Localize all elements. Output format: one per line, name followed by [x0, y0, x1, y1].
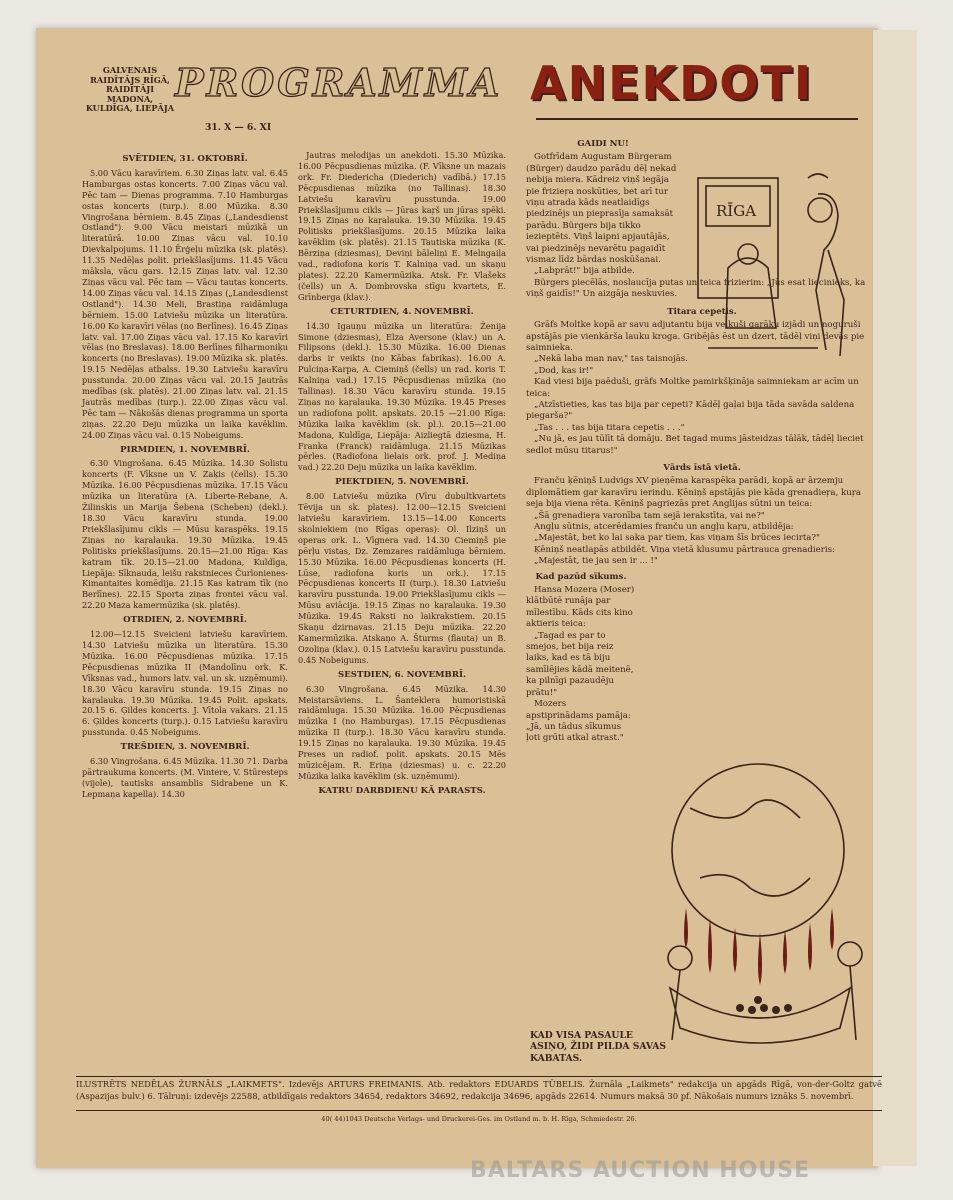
day-heading: SESTDIEN, 6. NOVEMBRĪ.: [338, 669, 466, 680]
auction-watermark: BALTARS AUCTION HOUSE: [470, 1158, 811, 1183]
printer-imprint: 40( 44)1043 Deutsche Verlags- und Druckerei-Ges. im Ostland m. b. H. Rīga, Schmiedestr. 26.: [76, 1110, 882, 1126]
anecdote-text: Gotfrīdam Augustam Bürgeram (Bürger) daudzo parādu dēļ nekad nebija miera. Kādreiz viņš iegāja pie frizieŗa noskūties, bet arī tur viņu atrada kāds neatlaidīgs piedzinējs un pieprasīja samaksāt parādu. Bürgers bija tikko iezieptēts. Viņš laipni apjautājās, vai piedzinējs nevarētu pagaidīt vismaz līdz bārdas noskūšanai.: [526, 152, 677, 266]
anecdote-text: „Tagad es par to smejos, bet bija reiz laiks, kad es tā biju samīlējies kādā meitenē, ka pilnīgi pazaudēju prātu!": [526, 630, 634, 698]
program-column-left: [82, 150, 288, 800]
program-text: 14.30 Igauņu mūzika un literatūra: Ženija Simone (dziesmas), Elza Aversone (klav.) un A. Filipsons (dekl.). 15.30 Mūzika. 16.00 Dienas darbs ir veikts (no Kābas fabrikas). 16.00 A. Pulciņa-Karpa, A. Ciemiņš (čells) un rad. koris T. Kalniņa vad.) 17.15 Pēcpusdienas mūzika (no Tallinas). 18.30 Vācu karavīru stunda. 19.15 Ziņas no kaŗalauka. 19.30 Mūzika. 19.45 Preses un radiofona polit. apskats. 20.15 —21.00 Rīga: Mūzika laika kavēklim (sk. pl.). 20.15—21.00 Madona, Kuldīga, Liepāja: Aizliegtā dziesma, H. Franka (Franck) raidāmluga. 21.15 Mūzikas pērles. (Radiofona lielais ork. prof. J. Mediņa vad.) 22.20 Deju mūzika un laika kavēklim.: [298, 320, 506, 473]
program-column-middle: [298, 150, 506, 800]
program-text: 8.00 Latviešu mūzika (Vīru dubultkvartets Tēvija un sk. plates). 12.00—12.15 Sveicieni latviešu karavīriem. 13.15—14.00 Koncerts skolniekiem (no Rīgas operas): Ol. Ilziņš un operas ork. L. Vīgnera vad. 14.30 Ciemiņš pie pērļu vistas, Dz. Zemzares raidāmluga bērniem. 15.30 Mūzika. 16.00 Pēcpusdienas koncerts (H. Lūse, radiofona koris un ork.). 17.15 Pēcpusdienas koncerts II (turp.). 18.30 Latviešu karavīru pusstunda. 19.00 Priekšlasījumu cikls — Mūsu aviācija. 19.15 Ziņas no kaŗalauka. 19.30 Mūzika. 19.45 Raksti no laikrakstiem. 20.15 Skaņu dzirnavas. 21.15 Deju mūzika. 22.20 Kamermūzika. Atskaņo A. Šturms (flauta) un B. Ozoliņa (klav.). 0.15 Latviešu karavīru pusstunda. 0.45 Nobeigums.: [298, 491, 506, 665]
anecdote-title: GAIDI NU!: [577, 139, 629, 149]
publication-footer: [76, 1076, 882, 1125]
anecdote-title: Kad pazūd sīkums.: [535, 571, 627, 582]
anecdote-text: „Dod, kas ir!": [534, 365, 594, 376]
anecdote-text: Kad viesi bija paēduši, grāfs Moltke pamirkšķināja saimniekam ar acīm un teica:: [526, 377, 859, 399]
program-text: 5.00 Vācu karavīriem. 6.30 Ziņas latv. val. 6.45 Hamburgas ostas koncerts. 7.00 Ziņas vācu val. Pēc tam — Dienas programma. 7.10 Hamburgas ostas koncerts (turp.). 8.00 Mūzika. 8.30 Vingrošana bērniem. 8.45 Ziņas („Landesdienst Ostland"). 9.00 Vācu meistari mūzikā un literatūrā. 10.00 Ziņas vācu val. 10.10 Dievkalpojums. 11.10 Ērģeļu mūzika (sk. platēs). 11.35 Nedēļas polit. priekšlasījums. 11.45 Vācu māksla, vācu gars. 12.15 Ziņas latv. val. 12.30 Ziņas vācu val. Pēc tam — Vācu tautas koncerts. 14.00 Ziņas vācu val. 14.15 Ziņas („Landesdienst Ostland"). 14.30 Meli, Brastiņa raidāmluga bērniem. 15.00 Latviešu mūzika un literatūra. 16.00 Ko karavīri vēlas (no Berlīnes). 16.45 Ziņas latv. val. 17.00 Ziņas vācu val. 17.15 Ko karavīri vēlas (no Breslavas). 18.00 Berlīnes filharmoniķu koncerts (no Breslavas). 19.00 Mūzika sk. platēs. 19.15 Nedēļas atbalss. 19.30 Latviešu karavīru pusstunda. 20.00 Ziņas vācu val. 20.15 Jautrās medības (sk. platēs). 21.00 Ziņas latv. val. 21.15 Jautrās medības (turp.). 22.00 Ziņas vācu val. Pēc tam — Nākošās dienas programma un sporta ziņas. 22.20 Deju mūzika un laika kavēklim. 24.00 Ziņas vācu val. 0.15 Nobeigums.: [82, 167, 288, 440]
program-text: Jautras melodijas un anekdoti. 15.30 Mūzika. 16.00 Pēcpusdienas mūzika. (F. Vīksne un mazais ork. Fr. Diedericha (Diederich) vadībā.) 17.15 Pēcpusdienas mūzika (no Tallinas). 18.30 Latviešu karavīru pusstunda. 19.00 Priekšlasījumu cikls — Jūras kaŗš un jūras spēki. 19.15 Ziņas no kaŗalauka. 19.30 Mūzika. 19.45 Politisks priekšlasījums. 20.15 Mūzika laika kavēklim (sk. platēs). 21.15 Tautiska mūzika (K. Bērziņa (dziesmas), Deviņi bāleliņi E. Melngaiļa vad., radiofona koris T. Kalniņa vad. un skaņu plates). 22.20 Kamermūzika. Atsk. Fr. Vlašeks (čells) un A. Dombrovska stīgu kvartets, E. Grīnberga (klav.).: [298, 150, 506, 302]
station-info: GALVENAIS RAIDĪTĀJS RĪGĀ, RAIDĪTĀJI MADONA, KULDĪGA, LIEPĀJA: [85, 65, 175, 114]
anecdote-text: Ķēniņš neatlapās atbildēt. Viņa vietā klusumu pārtrauca grenadieris:: [534, 544, 835, 555]
anecdote-text: Grāfs Moltke kopā ar savu adjutantu bija veikuši garāku izjādi un noguruši apstājās pie vienkārša lauku kroga. Gribējās ēst un dzert, tādēļ viņi devās pie saimnieka.: [526, 320, 865, 353]
anecdote-text: Hansa Mozera (Moser) klātbūtē runāja par mīlestību. Kāds cits kino aktieris teica:: [526, 585, 635, 630]
anecdote-text: „Tas . . . tas bija titara cepetis . . .": [534, 422, 685, 433]
day-heading: PIEKTDIEN, 5. NOVEMBRĪ.: [335, 477, 469, 488]
anecdote-text: „Šā grenadieŗa varonība tam sejā ierakstīta, vai ne?": [534, 510, 765, 521]
anecdote-title: Vārds īstā vietā.: [663, 462, 741, 473]
day-heading: TREŠDIEN, 3. NOVEMBRĪ.: [120, 742, 250, 753]
day-heading: KATRU DARBDIENU KĀ PARASTS.: [318, 785, 486, 796]
day-heading: PIRMDIEN, 1. NOVEMBRĪ.: [120, 444, 250, 455]
program-dates: 31. X — 6. XI: [205, 122, 272, 133]
anecdote-text: „Majestāt, bet ko lai saka par tiem, kas viņam šīs brūces iecirta?": [534, 533, 820, 544]
programma-title: PROGRAMMA: [175, 60, 503, 105]
anecdote-gaidi-nu: [526, 139, 680, 278]
riga-sign-text: RĪGA: [716, 202, 757, 220]
anecdote-text: Bürgers piecēlās, noslaucīja putas un teica frizierim: „Jūs esat liecinieks, ka viņš gaidīs!" Un aizgāja neskuvies.: [526, 277, 866, 300]
anecdote-text: „Nu jā, es jau tūlīt tā domāju. Bet tagad mums jāsteidzas tālāk, tādēļ lieciet sedlot mūsu titarus!": [526, 434, 864, 456]
anecdote-text: Franču ķēniņš Ludvigs XV pieņēma karaspēka parādi, kopā ar ārzemju diplomātiem gar karavīru ierindu. Ķēniņš apstājās pie kāda grenadieŗa, kuŗa seja bija viena rēta. Ķēniņš pagriezās pret Anglijas sūtni un teica:: [526, 476, 861, 510]
anecdote-kad-pazud: [526, 572, 636, 745]
program-text: 6.30 Vingrošana. 6.45 Mūzika. 11.30 71. Darba pārtraukuma koncerts. (M. Vintere, V. Stūresteps (vijole), tautisks ansamblis Sidrabene un K. Lepmaņa kapella). 14.30: [82, 756, 288, 799]
program-text: 6.30 Vingrošana. 6.45 Mūzika. 14.30 Meistarsāviens. L. Šanteklera humoristiskā raidāmluga. 15.30 Mūzika. 16.00 Pēcpusdienas mūzika I (no Hamburgas). 17.15 Pēcpusdienas mūzika II (turp.). 18.30 Vācu karavīru stunda. 19.15 Ziņas no kaŗalauka. 19.30 Mūzika. 19.45 Preses un radiof. polit. apskats. 20.15 Mēs mūzicējam. R. Eriņa (dziesmas) u. c. 22.20 Mūzika laika kavēklim (sk. uzņēmumi).: [298, 683, 506, 781]
day-heading: OTRDIEN, 2. NOVEMBRĪ.: [123, 615, 247, 626]
program-text: 6.30 Vingrošana. 6.45 Mūzika. 14.30 Solistu koncerts (F. Vīksne un V. Zaķis (čells). 15.30 Mūzika. 16.00 Pēcpusdienas mūzika. 17.15 Vācu mūzika un literatūra (A. Liberte-Rebane, A. Žilinskis un Marija Šebena (Scheben) (dekl.). 18.30 Vācu karavīru stunda. 19.00 Priekšlasījumu cikls — Mūsu karaspēks. 19.15 Ziņas no kaŗalauka. 19.30 Mūzika. 19.45 Politisks priekšlasījums. 20.15—21.00 Rīga: Kas katram tīk. 20.15—21.00 Madona, Kuldīga, Liepāja: Sīknauda, leišu rakstnieces Čurlonienes-Kimantaites komēdija. 21.15 Kas katram tīk (no Berlīnes). 22.15 Sporta ziņas frontei vācu val. 22.20 Maza kamermūzika (sk. platēs).: [82, 458, 288, 611]
anecdote-text: Angļu sūtnis, atcerēdamies franču un angļu kaŗu, atbildēja:: [534, 522, 794, 532]
title-rule: [536, 118, 858, 120]
day-heading: SVĒTDIEN, 31. OKTOBRĪ.: [122, 154, 248, 164]
anecdote-text: Mozers apstiprinādams pamāja: „Jā, un tādus sīkumus ļoti grūti atkal atrast.": [526, 699, 631, 744]
day-heading: CETURTDIEN, 4. NOVEMBRĪ.: [330, 306, 474, 317]
anecdote-text: „Majestāt, tie jau sen ir ... !": [534, 556, 658, 567]
program-text: 12.00—12.15 Sveicieni latviešu karavīriem. 14.30 Latviešu mūzika un literatūra. 15.30 Mūzika. 16.00 Pēcpusdienas mūzika. 17.15 Pēcpusdienas mūzika II (Mandolīnu ork. K. Vīksnas vad., humors latv. val. un sk. uzņēmumi). 18.30 Vācu karavīru stunda. 19.15 Ziņas no kaŗalauka. 19.30 Mūzika. 19.45 Polit. apskats. 20.15 6. Ģildes koncerts. J. Vītola vakars. 21.15 6. Ģildes koncerts (turp.). 0.15 Latviešu karavīru pusstunda. 0.45 Nobeigums.: [82, 629, 288, 738]
anekdoti-title: ANEKDOTI: [530, 56, 813, 110]
anecdote-text: „Atzīstieties, kas tas bija par cepeti? Kādēļ gaļai bija tāda savāda saldena piegarša?": [526, 399, 855, 422]
cartoon-caption: KAD VISA PASAULE ASIŅO, ŽIDI PILDA SAVAS KABATAS.: [530, 1030, 667, 1064]
barber-cartoon-illustration: [688, 158, 874, 370]
anecdote-text: „Labprāt!" bija atbilde.: [534, 266, 635, 277]
anecdote-text: „Nekā laba man nav," tas taisnojās.: [534, 354, 688, 365]
footer-credits: ILUSTRĒTS NEDĒĻAS ŽURNĀLS „LAIKMETS". Izdevējs ARTURS FREIMANIS. Atb. redaktors EDUARDS TŪBELIS. Žurnāla „Laikmets" redakcija un apgāds Rīgā, von-der-Goltz gatvē (Aspazijas bulv.) 6. Tālruņi: izdevējs 22588, atbildīgais redaktors 34654, redaktors 34692, redakcija 34696, apgāds 22614. Numurs maksā 30 pf. Nākošais numurs iznāks 5. novembrī.: [76, 1079, 882, 1101]
globe-cartoon-illustration: [640, 758, 880, 1070]
anecdote-title: Titara cepetis.: [667, 306, 737, 317]
